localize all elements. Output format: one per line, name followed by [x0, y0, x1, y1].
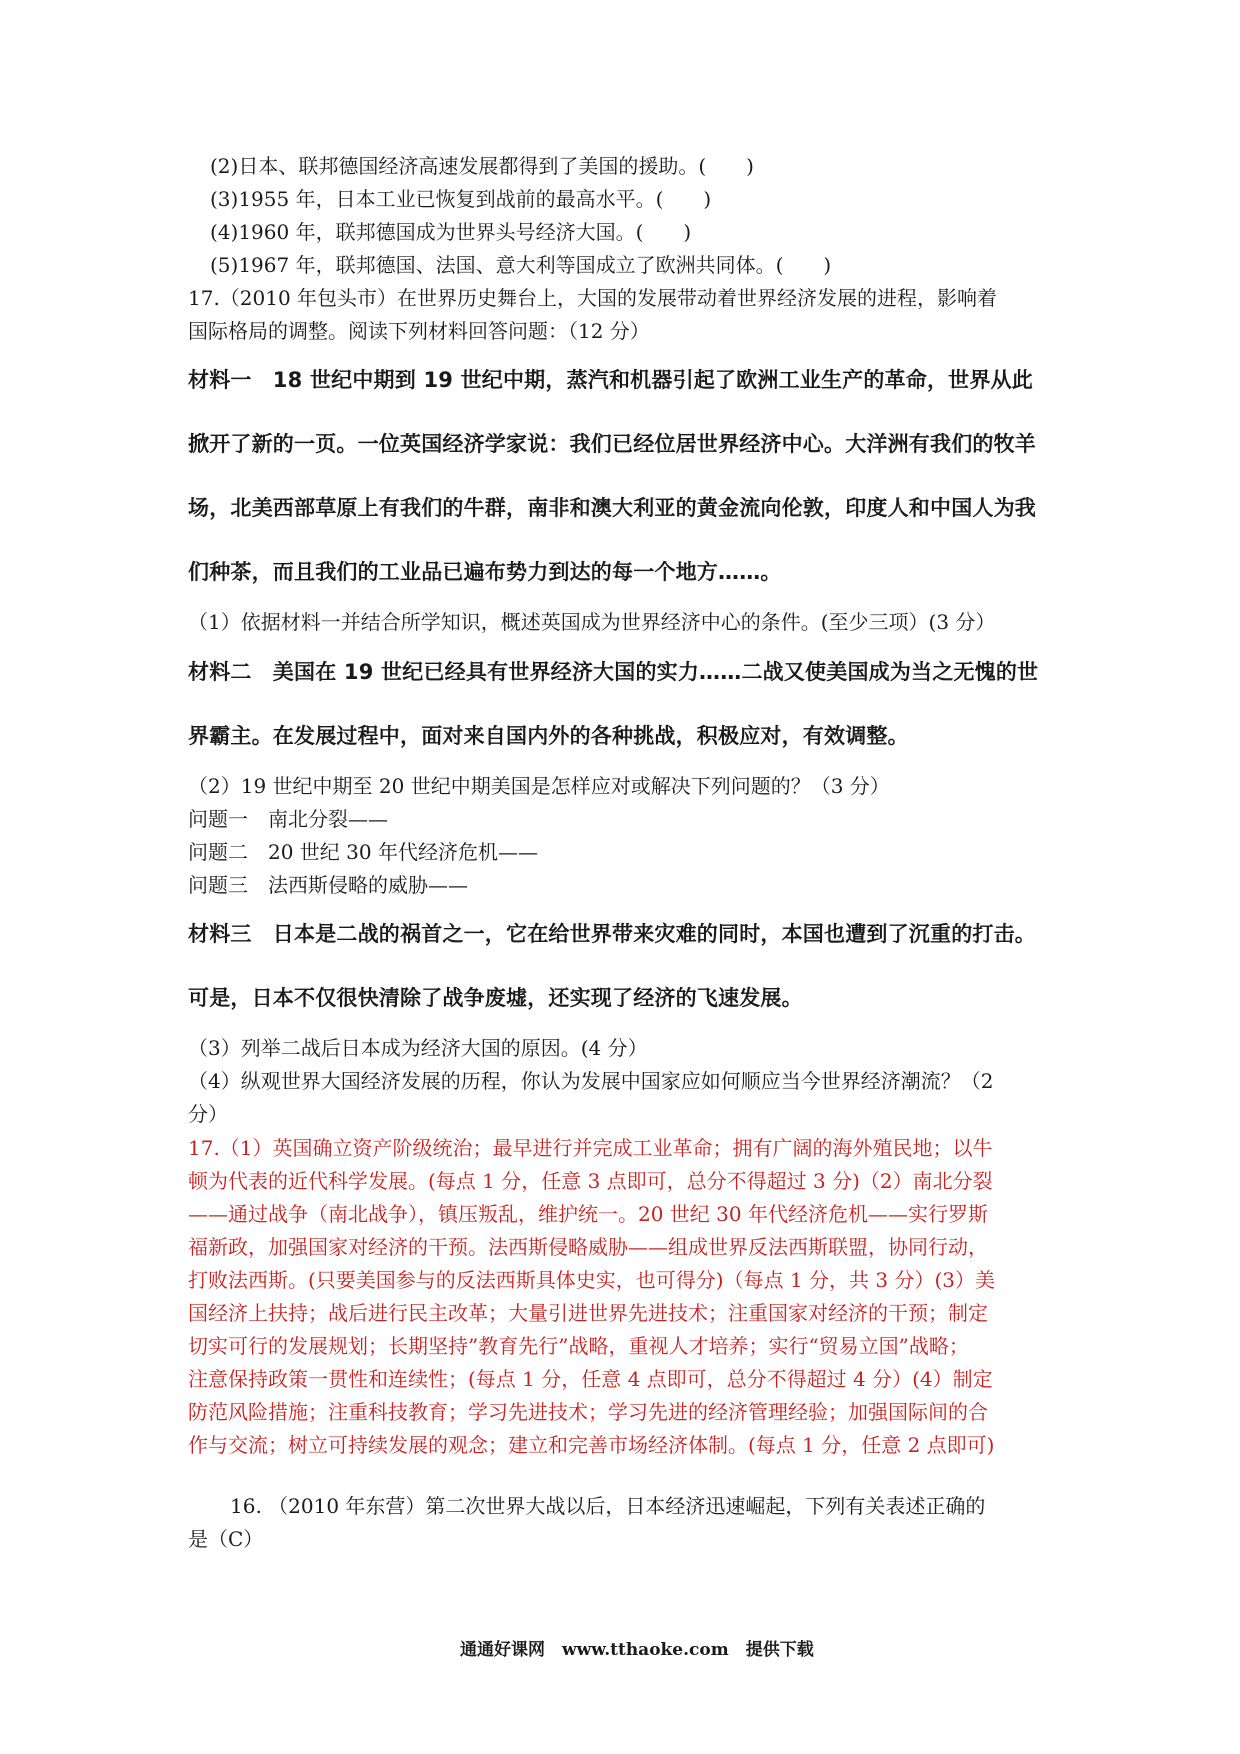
material2-line-1: 材料二 美国在 19 世纪已经具有世界经济大国的实力……二战又使美国成为当之无愧的世 [188, 660, 1039, 684]
answer17-line-3: ——通过战争（南北战争），镇压叛乱，维护统一。20 世纪 30 年代经济危机——实行罗斯 [188, 1202, 988, 1226]
problem-2: 问题二 20 世纪 30 年代经济危机—— [188, 840, 538, 864]
judge-item-2: (2)日本、联邦德国经济高速发展都得到了美国的援助。( ) [210, 154, 754, 178]
material1-line-3: 场，北美西部草原上有我们的牛群，南非和澳大利亚的黄金流向伦敦，印度人和中国人为我 [188, 496, 1036, 520]
footer-credit: 通通好课网 www.tthaoke.com 提供下载 [460, 1640, 814, 1660]
q17-intro-line-1: 17.（2010 年包头市）在世界历史舞台上，大国的发展带动着世界经济发展的进程，影响着 [188, 286, 998, 310]
question-1: （1）依据材料一并结合所学知识，概述英国成为世界经济中心的条件。(至少三项）(3 分） [188, 610, 996, 634]
answer17-line-7: 切实可行的发展规划；长期坚持”教育先行”战略，重视人才培养；实行“贸易立国”战略； [188, 1334, 969, 1358]
answer17-line-5: 打败法西斯。(只要美国参与的反法西斯具体史实，也可得分)（每点 1 分，共 3 分）(3）美 [188, 1268, 996, 1292]
material2-line-2: 界霸主。在发展过程中，面对来自国内外的各种挑战，积极应对，有效调整。 [188, 724, 909, 748]
answer17-line-9: 防范风险措施；注重科技教育；学习先进技术；学习先进的经济管理经验；加强国际间的合 [188, 1400, 988, 1424]
problem-1: 问题一 南北分裂—— [188, 807, 388, 831]
material1-line-2: 掀开了新的一页。一位英国经济学家说：我们已经位居世界经济中心。大洋洲有我们的牧羊 [188, 432, 1036, 456]
question-4-line-2: 分） [188, 1102, 228, 1126]
answer17-line-8: 注意保持政策一贯性和连续性；(每点 1 分，任意 4 点即可，总分不得超过 4 分）(4）制定 [188, 1367, 993, 1391]
judge-item-5: (5)1967 年，联邦德国、法国、意大利等国成立了欧洲共同体。( ) [210, 253, 832, 277]
answer17-line-6: 国经济上扶持；战后进行民主改革；大量引进世界先进技术；注重国家对经济的干预；制定 [188, 1301, 988, 1325]
answer17-line-4: 福新政，加强国家对经济的干预。法西斯侵略威胁——组成世界反法西斯联盟，协同行动， [188, 1235, 988, 1259]
question-4-line-1: （4）纵观世界大国经济发展的历程，你认为发展中国家应如何顺应当今世界经济潮流？（2 [188, 1069, 994, 1093]
answer17-line-10: 作与交流；树立可持续发展的观念；建立和完善市场经济体制。(每点 1 分，任意 2 点即可) [188, 1433, 995, 1457]
material1-line-1: 材料一 18 世纪中期到 19 世纪中期，蒸汽和机器引起了欧洲工业生产的革命，世界从此 [188, 368, 1033, 392]
material3-line-1: 材料三 日本是二战的祸首之一，它在给世界带来灾难的同时，本国也遭到了沉重的打击。 [188, 922, 1036, 946]
material3-line-2: 可是，日本不仅很快清除了战争废墟，还实现了经济的飞速发展。 [188, 986, 803, 1010]
question-3: （3）列举二战后日本成为经济大国的原因。(4 分） [188, 1036, 648, 1060]
judge-item-4: (4)1960 年，联邦德国成为世界头号经济大国。( ) [210, 220, 692, 244]
material1-line-4: 们种茶，而且我们的工业品已遍布势力到达的每一个地方……。 [188, 560, 782, 584]
q16-line-2: 是（C） [188, 1527, 264, 1551]
answer17-line-2: 顿为代表的近代科学发展。(每点 1 分，任意 3 点即可，总分不得超过 3 分)（2）南北分裂 [188, 1169, 993, 1193]
q17-intro-line-2: 国际格局的调整。阅读下列材料回答问题：（12 分） [188, 319, 650, 343]
question-2: （2）19 世纪中期至 20 世纪中期美国是怎样应对或解决下列问题的？（3 分） [188, 774, 890, 798]
judge-item-3: (3)1955 年，日本工业已恢复到战前的最高水平。( ) [210, 187, 712, 211]
answer17-line-1: 17.（1）英国确立资产阶级统治；最早进行并完成工业革命；拥有广阔的海外殖民地；以牛 [188, 1136, 993, 1160]
problem-3: 问题三 法西斯侵略的威胁—— [188, 873, 468, 897]
q16-line-1: 16. （2010 年东营）第二次世界大战以后，日本经济迅速崛起，下列有关表述正确的 [230, 1494, 986, 1518]
